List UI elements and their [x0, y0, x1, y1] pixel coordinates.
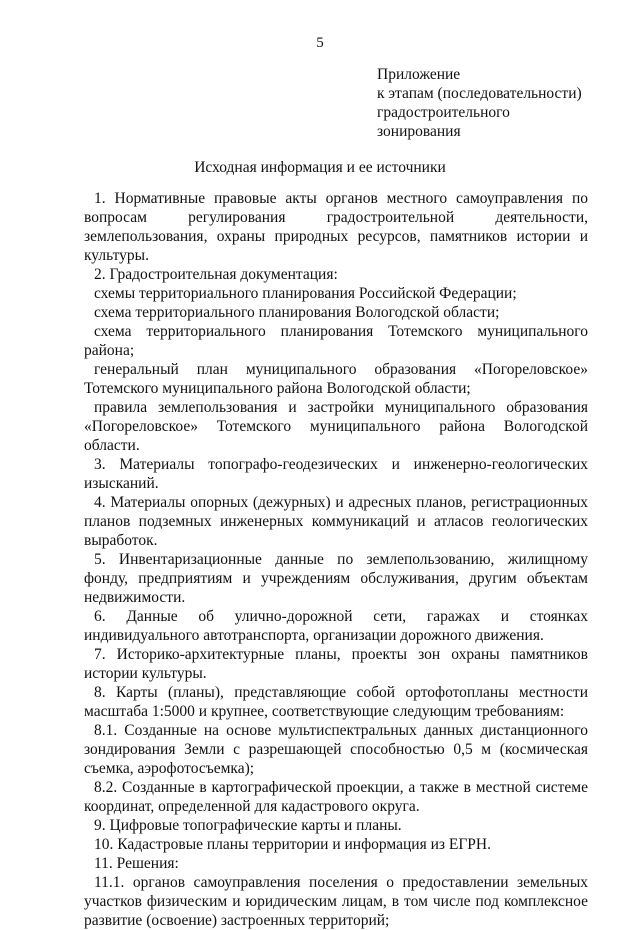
- paragraph: 10. Кадастровые планы территории и информация из ЕГРН.: [94, 836, 491, 853]
- appendix-line: зонирования: [377, 123, 461, 140]
- paragraph: схемы территориального планирования Российской Федерации;: [94, 285, 517, 302]
- document-body: [84, 189, 588, 930]
- appendix-line: градостроительного: [377, 104, 510, 121]
- paragraph: схема территориального планирования Вологодской области;: [94, 304, 500, 321]
- paragraph: 4. Материалы опорных (дежурных) и адресных планов, регистрационных планов подземных инженерных коммуникаций и атласов геологических выработок.: [84, 494, 588, 549]
- paragraph: 8. Карты (планы), представляющие собой ортофотопланы местности масштаба 1:5000 и крупнее, соответствующие следующим требованиям:: [84, 684, 588, 720]
- appendix-line: Приложение: [377, 66, 461, 83]
- paragraph: 7. Историко-архитектурные планы, проекты зон охраны памятников истории культуры.: [84, 646, 588, 682]
- paragraph: схема территориального планирования Тотемского муниципального района;: [84, 323, 588, 359]
- page-number: 5: [316, 35, 324, 51]
- paragraph: 11.1. органов самоуправления поселения о предоставлении земельных участков физическим и юридическим лицам, в том числе под комплексное развитие (освоение) застроенных территорий;: [84, 874, 588, 929]
- paragraph: 8.1. Созданные на основе мультиспектральных данных дистанционного зондирования Земли с разрешающей способностью 0,5 м (космическая съемка, аэрофотосъемка);: [84, 722, 588, 777]
- paragraph: генеральный план муниципального образования «Погореловское» Тотемского муниципального района Вологодской области;: [84, 361, 588, 397]
- document-title: Исходная информация и ее источники: [194, 159, 446, 176]
- paragraph: 2. Градостроительная документация:: [94, 266, 338, 283]
- paragraph: 3. Материалы топографо-геодезических и инженерно-геологических изысканий.: [84, 456, 588, 492]
- appendix-block: [377, 65, 627, 141]
- paragraph: 9. Цифровые топографические карты и планы.: [94, 817, 402, 834]
- paragraph: 6. Данные об улично-дорожной сети, гаражах и стоянках индивидуального автотранспорта, организации дорожного движения.: [84, 608, 588, 644]
- paragraph: 5. Инвентаризационные данные по землепользованию, жилищному фонду, предприятиям и учреждениям обслуживания, другим объектам недвижимости.: [84, 551, 588, 606]
- paragraph: 1. Нормативные правовые акты органов местного самоуправления по вопросам регулирования градостроительной деятельности, землепользования, охраны природных ресурсов, памятников истории и культуры.: [84, 190, 588, 264]
- paragraph: правила землепользования и застройки муниципального образования «Погореловское» Тотемского муниципального района Вологодской области.: [84, 399, 588, 454]
- paragraph: 11. Решения:: [94, 855, 179, 872]
- appendix-line: к этапам (последовательности): [377, 85, 582, 102]
- paragraph: 8.2. Созданные в картографической проекции, а также в местной системе координат, определенной для кадастрового округа.: [84, 779, 588, 815]
